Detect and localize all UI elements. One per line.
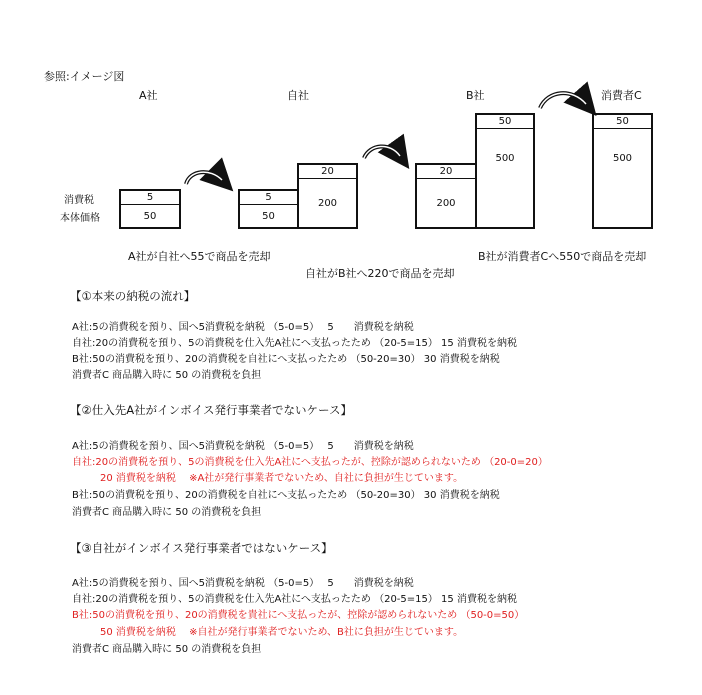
section-2-line: A社:5の消費税を預り、国へ5消費税を納税 （5-0=5） 5 消費税を納税 xyxy=(72,441,414,452)
section-1-line: 自社:20の消費税を預り、5の消費税を仕入先A社にへ支払ったため （20-5=15） 15 消費税を納税 xyxy=(72,338,517,349)
box-a-tax: 5 xyxy=(121,191,179,205)
company-label-b: B社 xyxy=(466,89,485,102)
box-a xyxy=(119,189,181,229)
section-2-line: 自社:20の消費税を預り、5の消費税を仕入先A社にへ支払ったが、控除が認められないため （20-0=20） xyxy=(72,457,548,468)
section-2-line: 20 消費税を納税 ※A社が発行事業者でないため、自社に負担が生じています。 xyxy=(90,473,464,484)
box-b-right-price: 500 xyxy=(495,152,515,164)
section-3-heading: 【③自社がインボイス発行事業者ではないケース】 xyxy=(70,541,333,555)
section-3-line: 50 消費税を納税 ※自社が発行事業者でないため、B社に負担が生じています。 xyxy=(90,627,464,638)
section-3-line: 自社:20の消費税を預り、5の消費税を仕入先A社にへ支払ったため （20-5=15） 15 消費税を納税 xyxy=(72,594,517,605)
box-self-right-tax: 20 xyxy=(299,165,356,179)
reference-title: 参照:イメージ図 xyxy=(44,70,125,83)
company-label-a: A社 xyxy=(139,89,158,102)
section-1-line: B社:50の消費税を預り、20の消費税を自社にへ支払ったため （50-20=30） 30 消費税を納税 xyxy=(72,354,500,365)
row-label-tax: 消費税 xyxy=(64,195,94,206)
section-1-line: 消費者C 商品購入時に 50 の消費税を負担 xyxy=(72,370,262,381)
caption-b-sell: B社が消費者Cへ550で商品を売却 xyxy=(478,250,647,263)
company-label-consumer: 消費者C xyxy=(601,89,642,102)
section-1-line: A社:5の消費税を預り、国へ5消費税を納税 （5-0=5） 5 消費税を納税 xyxy=(72,322,414,333)
box-self-left-price: 50 xyxy=(262,210,275,222)
box-self-left xyxy=(238,189,299,229)
box-b-right xyxy=(475,113,535,229)
section-1-heading: 【①本来の納税の流れ】 xyxy=(70,289,196,303)
box-consumer xyxy=(592,113,653,229)
box-consumer-tax: 50 xyxy=(594,115,651,129)
box-self-right xyxy=(297,163,358,229)
box-a-price: 50 xyxy=(143,210,157,222)
section-2-line: B社:50の消費税を預り、20の消費税を自社にへ支払ったため （50-20=30） 30 消費税を納税 xyxy=(72,490,500,501)
row-label-price: 本体価格 xyxy=(60,213,100,224)
box-b-left xyxy=(415,163,477,229)
box-b-left-price: 200 xyxy=(436,197,456,209)
caption-a-sell: A社が自社へ55で商品を売却 xyxy=(128,250,271,263)
section-3-line: A社:5の消費税を預り、国へ5消費税を納税 （5-0=5） 5 消費税を納税 xyxy=(72,578,414,589)
section-2-line: 消費者C 商品購入時に 50 の消費税を負担 xyxy=(72,507,262,518)
box-self-left-tax: 5 xyxy=(240,191,297,205)
caption-self-sell: 自社がB社へ220で商品を売却 xyxy=(305,267,455,280)
box-b-left-tax: 20 xyxy=(417,165,475,179)
section-3-line: B社:50の消費税を預り、20の消費税を貴社にへ支払ったが、控除が認められないため （50-0=50） xyxy=(72,610,525,621)
company-label-self: 自社 xyxy=(287,89,309,102)
section-2-heading: 【②仕入先A社がインボイス発行事業者でないケース】 xyxy=(70,403,352,417)
box-b-right-tax: 50 xyxy=(477,115,533,129)
box-consumer-price: 500 xyxy=(612,152,633,164)
box-self-right-price: 200 xyxy=(317,197,338,209)
section-3-line: 消費者C 商品購入時に 50 の消費税を負担 xyxy=(72,644,262,655)
